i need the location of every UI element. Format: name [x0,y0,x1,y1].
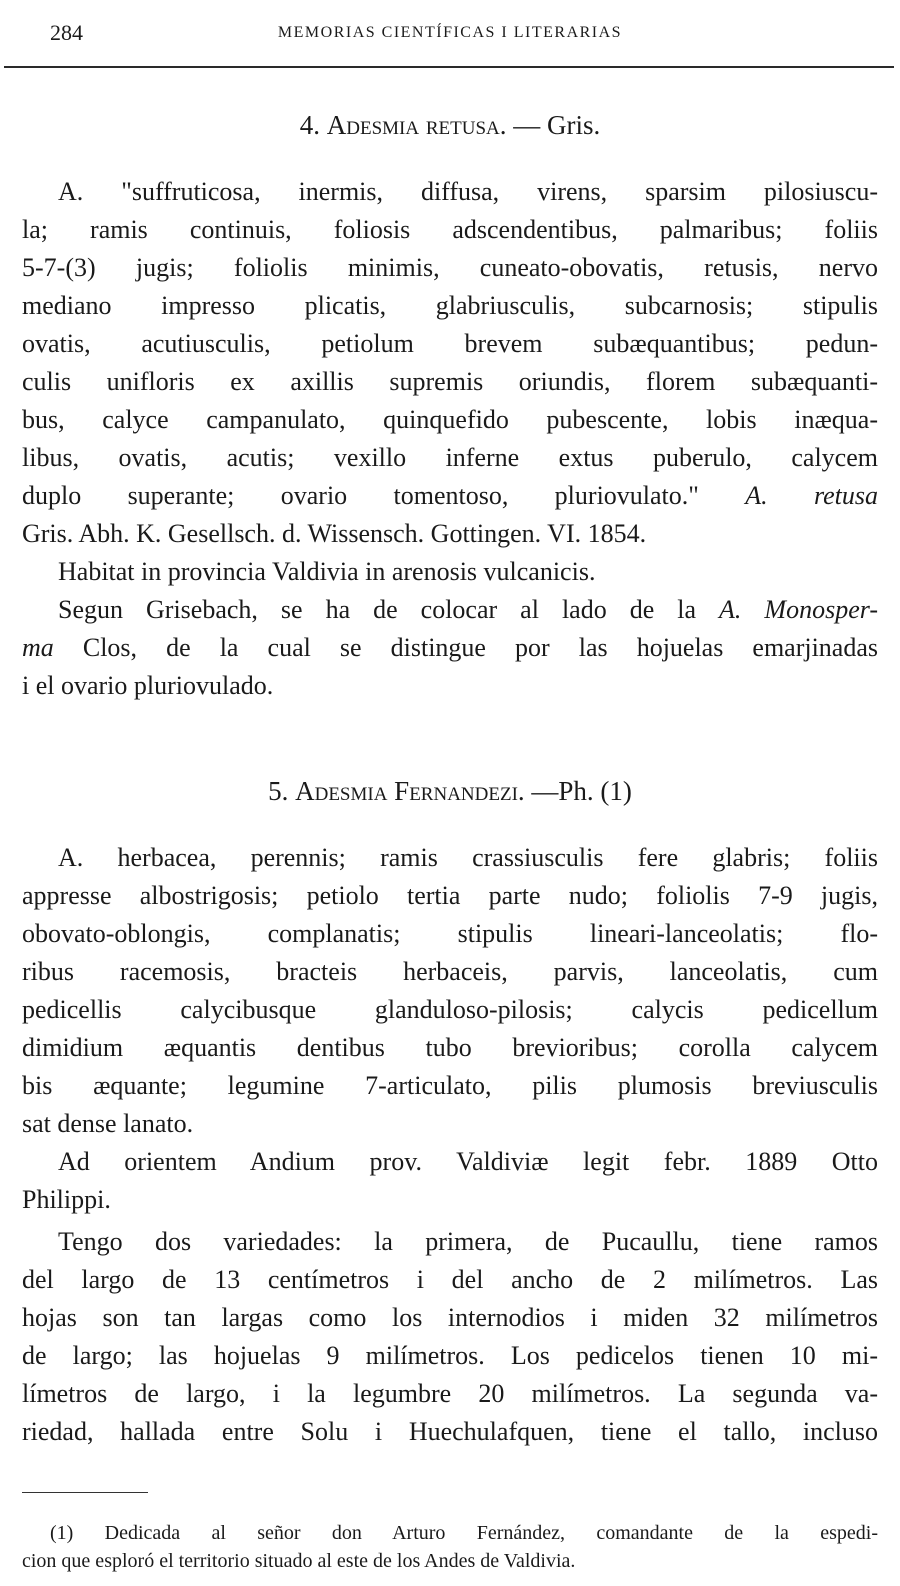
text-line: ribus racemosis, bracteis herbaceis, parvis, lanceolatis, cum [22,957,878,986]
text-line: de largo; las hojuelas 9 milímetros. Los pedicelos tienen 10 mi- [22,1341,878,1370]
text-line: Gris. Abh. K. Gesellsch. d. Wissensch. Gottingen. VI. 1854. [22,519,647,548]
text-line: A. "suffruticosa, inermis, diffusa, virens, sparsim pilosiuscu- [58,177,878,206]
text-line: Tengo dos variedades: la primera, de Pucaullu, tiene ramos [58,1227,878,1256]
text-line: obovato-oblongis, complanatis; stipulis lineari-lanceolatis; flo- [22,919,878,948]
heading-number: 4. [299,110,320,140]
text-line: mediano impresso plicatis, glabriusculis, subcarnosis; stipulis [22,291,878,320]
text-fragment: duplo superante; ovario tomentoso, pluriovulato." [22,481,699,510]
section-heading-4 [0,110,900,141]
text-line: A. herbacea, perennis; ramis crassiusculis fere glabris; foliis [58,843,878,872]
heading-author: —Ph. (1) [531,776,632,806]
text-line: culis unifloris ex axillis supremis oriundis, florem subæquanti- [22,367,878,396]
text-line: libus, ovatis, acutis; vexillo inferne extus puberulo, calycem [22,443,878,472]
text-line: riedad, hallada entre Solu i Huechulafquen, tiene el tallo, incluso [22,1417,878,1446]
text-line [22,632,878,664]
footnote-rule [22,1492,148,1493]
text-line: appresse albostrigosis; petiolo tertia parte nudo; foliolis 7-9 jugis, [22,881,878,910]
heading-number: 5. [268,776,289,806]
text-line: sat dense lanato. [22,1109,194,1138]
text-line: Habitat in provincia Valdivia in arenosis vulcanicis. [58,557,596,586]
text-line: la; ramis continuis, foliosis adscendentibus, palmaribus; foliis [22,215,878,244]
text-line: Ad orientem Andium prov. Valdiviæ legit febr. 1889 Otto [58,1147,878,1176]
text-line: del largo de 13 centímetros i del ancho de 2 milímetros. Las [22,1265,878,1294]
text-line: hojas son tan largas como los internodios i miden 32 milímetros [22,1303,878,1332]
text-line: i el ovario pluriovulado. [22,671,274,700]
text-line: bus, calyce campanulato, quinquefido pubescente, lobis inæqua- [22,405,878,434]
text-line: bis æquante; legumine 7-articulato, pilis plumosis breviusculis [22,1071,878,1100]
text-fragment: Segun Grisebach, se ha de colocar al lado de la [58,595,697,624]
footnote-line: cion que esploró el territorio situado al este de los Andes de Valdivia. [22,1550,576,1572]
section-heading-5 [0,776,900,807]
header-rule [4,66,894,68]
running-head [22,18,878,48]
heading-author: — Gris. [513,110,601,140]
text-line: 5-7-(3) jugis; foliolis minimis, cuneato-obovatis, retusis, nervo [22,253,878,282]
text-line: Philippi. [22,1185,111,1214]
running-title: MEMORIAS CIENTÍFICAS I LITERARIAS [277,24,623,41]
text-line [58,594,878,626]
text-line: ovatis, acutiusculis, petiolum brevem subæquantibus; pedun- [22,329,878,358]
italic-taxon: A. retusa [745,481,878,510]
page-number: 284 [50,20,83,45]
footnote-line: (1) Dedicada al señor don Arturo Fernández, comandante de la espedi- [50,1522,878,1544]
heading-species: Adesmia retusa. [326,110,507,140]
text-line: dimidium æquantis dentibus tubo brevioribus; corolla calycem [22,1033,878,1062]
italic-taxon: ma [22,633,54,662]
heading-species: Adesmia Fernandezi. [295,776,525,806]
text-line: límetros de largo, i la legumbre 20 milímetros. La segunda va- [22,1379,878,1408]
text-line [22,480,878,512]
text-fragment: Clos, de la cual se distingue por las hojuelas emarjinadas [82,633,879,662]
text-line: pedicellis calycibusque glanduloso-pilosis; calycis pedicellum [22,995,878,1024]
italic-taxon: A. Monosper- [719,595,879,624]
